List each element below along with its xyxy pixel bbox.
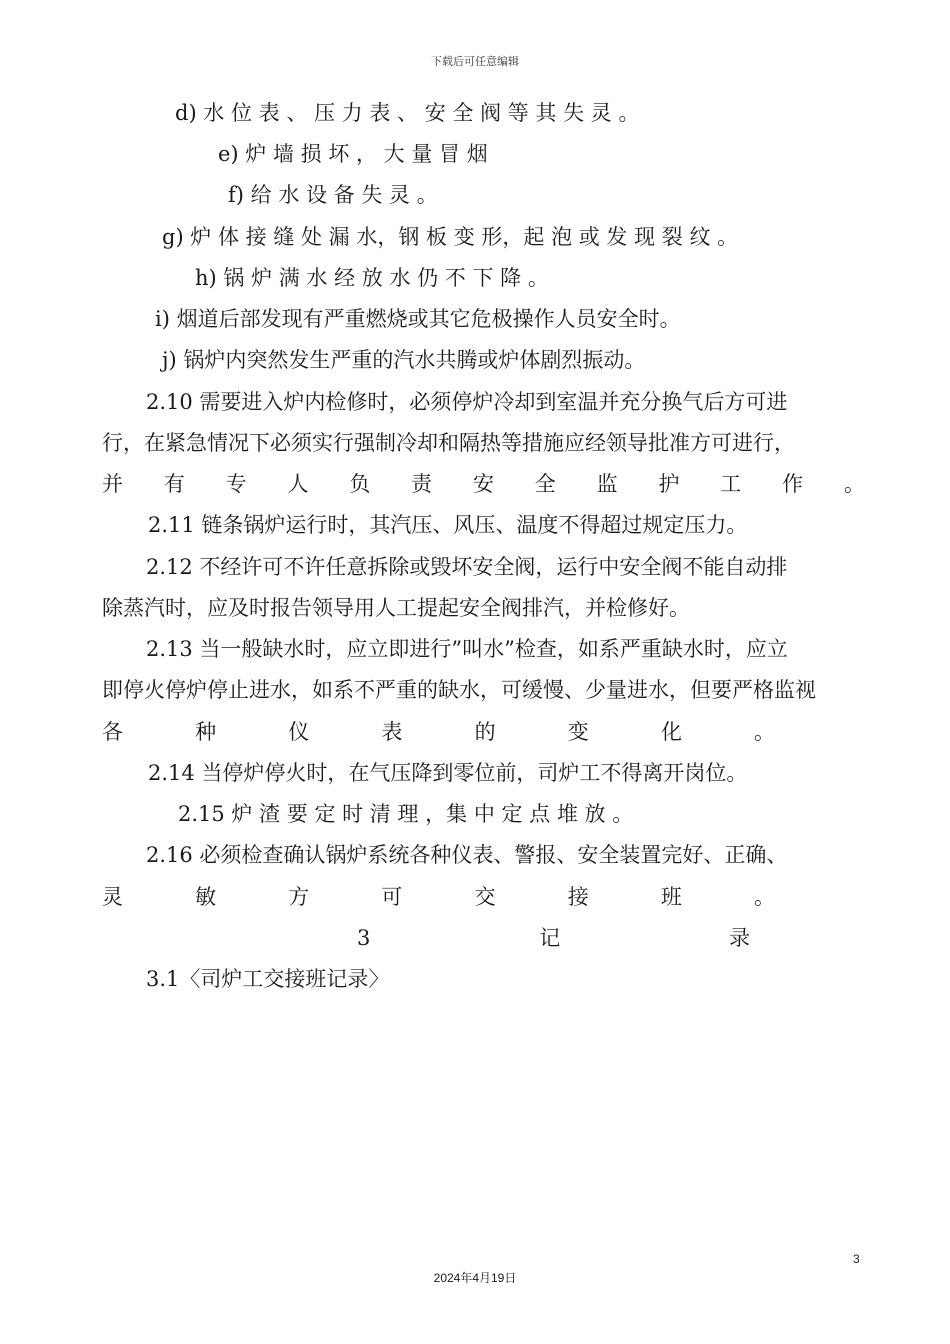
clause-2-10-line2: 行，在紧急情况下必须实行强制冷却和隔热等措施应经领导批准方可进行， xyxy=(102,431,795,455)
char: 责 xyxy=(411,472,433,496)
clause-2-16-line2 xyxy=(0,880,950,914)
clause-2-14: 2.14 当停炉停火时，在气压降到零位前，司炉工不得离开岗位。 xyxy=(148,761,748,785)
char: 变 xyxy=(567,720,589,744)
char: 负 xyxy=(349,472,371,496)
char: 专 xyxy=(225,472,247,496)
page-number: 3 xyxy=(853,1252,860,1266)
char: 人 xyxy=(287,472,309,496)
char: 各 xyxy=(102,720,123,744)
clause-2-13-line3 xyxy=(0,715,950,749)
char: 交 xyxy=(474,885,496,909)
clause-2-13-line1: 2.13 当一般缺水时，应立即进行”叫水”检查，如系严重缺水时，应立 xyxy=(146,637,788,661)
clause-3-1: 3.1〈司炉工交接班记录〉 xyxy=(146,967,390,991)
char: 作 xyxy=(782,472,804,496)
char: 化 xyxy=(660,720,682,744)
char: 种 xyxy=(195,720,217,744)
char: 表 xyxy=(381,720,403,744)
clause-2-10-line3 xyxy=(0,467,950,501)
item-h: h) 锅 炉 满 水 经 放 水 仍 不 下 降 。 xyxy=(195,266,549,290)
section-3-heading xyxy=(0,921,950,955)
char: 安 xyxy=(472,472,494,496)
clause-2-12-line2: 除蒸汽时，应及时报告领导用人工提起安全阀排汽，并检修好。 xyxy=(102,596,690,620)
item-j: j) 锅炉内突然发生严重的汽水共腾或炉体剧烈振动。 xyxy=(162,348,646,372)
char: 工 xyxy=(720,472,742,496)
clause-2-10-line1: 2.10 需要进入炉内检修时，必须停炉冷却到室温并充分换气后方可进 xyxy=(146,390,788,414)
char: 记 xyxy=(539,926,561,950)
char: 。 xyxy=(753,720,775,744)
char: 班 xyxy=(660,885,682,909)
item-i: i) 烟道后部发现有严重燃烧或其它危极操作人员安全时。 xyxy=(155,307,681,331)
char: 护 xyxy=(658,472,680,496)
item-f: f) 给 水 设 备 失 灵 。 xyxy=(228,183,438,207)
item-e: e) 炉 墙 损 坏 ， 大 量 冒 烟 xyxy=(218,142,488,166)
char: 。 xyxy=(753,885,775,909)
char: 有 xyxy=(163,472,185,496)
clause-2-12-line1: 2.12 不经许可不许任意拆除或毁坏安全阀，运行中安全阀不能自动排 xyxy=(146,555,788,579)
clause-2-11: 2.11 链条锅炉运行时，其汽压、风压、温度不得超过规定压力。 xyxy=(148,513,748,537)
char: 的 xyxy=(474,720,496,744)
char: 。 xyxy=(843,472,865,496)
char: 监 xyxy=(596,472,618,496)
char: 灵 xyxy=(102,885,123,909)
char: 可 xyxy=(381,885,403,909)
page-header-note: 下载后可任意编辑 xyxy=(431,55,519,68)
char: 并 xyxy=(102,472,123,496)
char: 接 xyxy=(567,885,589,909)
char: 敏 xyxy=(195,885,217,909)
char: 全 xyxy=(534,472,556,496)
char: 方 xyxy=(288,885,310,909)
clause-2-13-line2: 即停火停炉停止进水，如系不严重的缺水，可缓慢、少量进水，但要严格监视 xyxy=(102,678,816,702)
footer-date: 2024年4月19日 xyxy=(433,1271,517,1285)
section-number: 3 xyxy=(357,926,371,950)
char: 仪 xyxy=(288,720,310,744)
item-g: g) 炉 体 接 缝 处 漏 水，钢 板 变 形，起 泡 或 发 现 裂 纹 。 xyxy=(162,225,739,249)
char: 录 xyxy=(729,926,750,950)
clause-2-16-line1: 2.16 必须检查确认锅炉系统各种仪表、警报、安全装置完好、正确、 xyxy=(146,843,788,867)
clause-2-15: 2.15 炉 渣 要 定 时 清 理 ，集 中 定 点 堆 放 。 xyxy=(178,802,634,826)
item-d: d) 水 位 表 、 压 力 表 、 安 全 阀 等 其 失 灵 。 xyxy=(175,101,640,125)
